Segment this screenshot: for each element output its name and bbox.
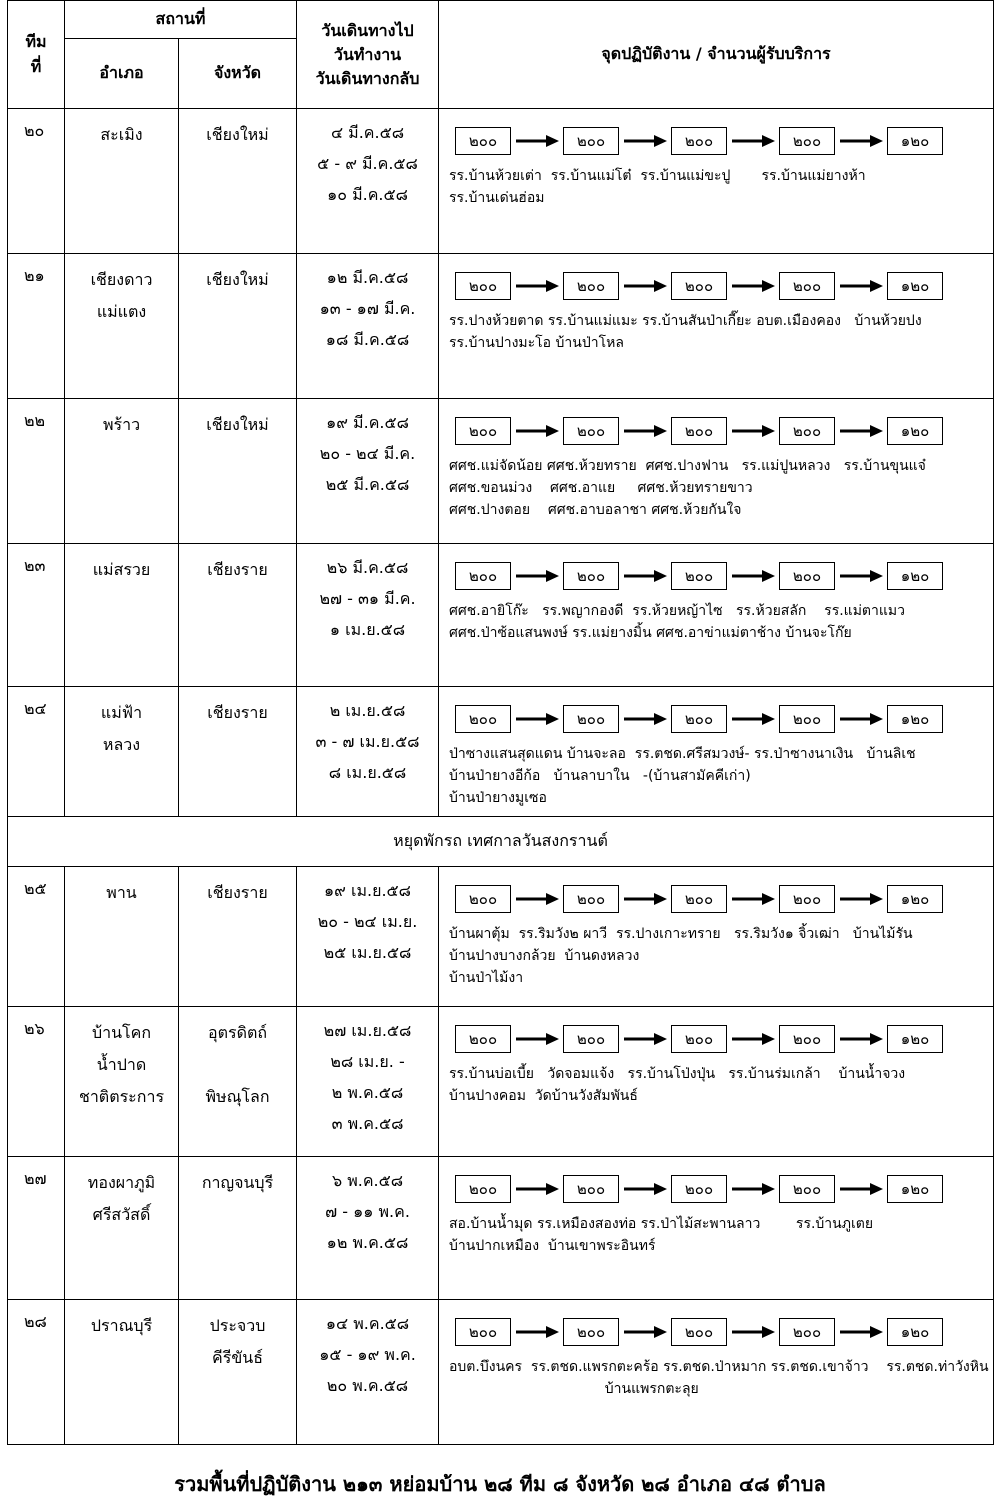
date-line: ๑๐ มี.ค.๕๘ (327, 185, 408, 204)
service-flow (455, 268, 983, 304)
count-box: ๒๐๐ (779, 885, 835, 913)
location-line: บ้านป่าไม้งา (449, 970, 524, 986)
province-cell (179, 399, 297, 544)
location-line: รร.บ้านเด่นฮ่อม (449, 190, 545, 206)
location-line: รร.บ้านปางมะโอ บ้านป่าโหล (449, 335, 624, 351)
date-line: ๑๒ มี.ค.๕๘ (326, 268, 409, 287)
date-line: ๒๗ - ๓๑ มี.ค. (319, 589, 416, 608)
count-box: ๑๒๐ (887, 705, 943, 733)
amphoe-name: แม่แตง (96, 302, 147, 321)
schedule-body-2 (8, 867, 994, 1445)
arrow-right-icon (511, 1325, 563, 1339)
province-name: พิษณุโลก (205, 1087, 270, 1106)
team-number: ๒๑ (8, 254, 65, 399)
date-line: ๒๐ - ๒๔ เม.ย. (317, 912, 418, 931)
count-box: ๒๐๐ (455, 1025, 511, 1053)
arrow-right-icon (619, 1182, 671, 1196)
dates-cell (297, 1007, 439, 1157)
province-cell (179, 254, 297, 399)
location-line: ป่าซางแสนสุดแดน บ้านจะลอ รร.ตชด.ศรีสมวงษ์- รร.ป่าซางนาเงิน บ้านลิเช (449, 746, 916, 762)
count-box: ๒๐๐ (779, 562, 835, 590)
count-box: ๒๐๐ (455, 1175, 511, 1203)
team-row (8, 109, 994, 254)
arrow-right-icon (835, 279, 887, 293)
dates-cell (297, 109, 439, 254)
date-line: ๑๘ มี.ค.๕๘ (325, 330, 410, 349)
team-row (8, 1007, 994, 1157)
dates-cell (297, 1157, 439, 1300)
count-box: ๒๐๐ (563, 1025, 619, 1053)
arrow-right-icon (511, 1032, 563, 1046)
amphoe-name: น้ำปาด (96, 1055, 147, 1074)
points-cell (439, 544, 994, 687)
header-points: จุดปฏิบัติงาน / จำนวนผู้รับบริการ (439, 1, 994, 109)
count-box: ๒๐๐ (455, 705, 511, 733)
count-box: ๒๐๐ (563, 885, 619, 913)
arrow-right-icon (727, 279, 779, 293)
arrow-right-icon (727, 1182, 779, 1196)
count-box: ๒๐๐ (455, 417, 511, 445)
points-cell (439, 1007, 994, 1157)
province-cell (179, 867, 297, 1007)
arrow-right-icon (727, 1032, 779, 1046)
header-dates: วันเดินทางไป วันทำงาน วันเดินทางกลับ (297, 1, 439, 109)
team-number: ๒๓ (8, 544, 65, 687)
location-line: บ้านแพรกตะลุย (449, 1381, 699, 1397)
points-cell (439, 109, 994, 254)
amphoe-name: ชาติตระการ (78, 1087, 165, 1106)
count-box: ๒๐๐ (671, 417, 727, 445)
date-line: ๑๓ - ๑๗ มี.ค. (319, 299, 416, 318)
arrow-right-icon (727, 712, 779, 726)
arrow-right-icon (511, 892, 563, 906)
arrow-right-icon (835, 1325, 887, 1339)
amphoe-cell (65, 544, 179, 687)
amphoe-name: ศรีสวัสดิ์ (92, 1205, 151, 1224)
province-name: อุตรดิตถ์ (207, 1023, 268, 1042)
province-cell (179, 109, 297, 254)
amphoe-name: พร้าว (102, 415, 141, 434)
service-flow (455, 1021, 983, 1057)
amphoe-name: แม่สรวย (92, 560, 151, 579)
location-line: ศศช.ขอนม่วง ศศช.อาแย ศศช.ห้วยทรายขาว (449, 480, 753, 496)
header-province: จังหวัด (179, 39, 297, 109)
service-flow (455, 701, 983, 737)
arrow-right-icon (727, 892, 779, 906)
count-box: ๒๐๐ (779, 705, 835, 733)
team-row (8, 254, 994, 399)
count-box: ๒๐๐ (455, 272, 511, 300)
location-line: ศศช.ป่าซ้อแสนพงษ์ รร.แม่ยางมิ้น ศศช.อาข่าแม่ตาช้าง บ้านจะโก๊ย (449, 625, 852, 641)
arrow-right-icon (619, 1325, 671, 1339)
location-line: บ้านป่ายางอีก้อ บ้านลาบาใน -(บ้านสามัคคีเก่า) (449, 768, 751, 784)
count-box: ๒๐๐ (563, 127, 619, 155)
count-box: ๒๐๐ (671, 127, 727, 155)
arrow-right-icon (511, 424, 563, 438)
province-cell (179, 1007, 297, 1157)
date-line: ๑๔ พ.ค.๕๘ (325, 1314, 410, 1333)
points-cell (439, 399, 994, 544)
count-box: ๑๒๐ (887, 1318, 943, 1346)
arrow-right-icon (619, 892, 671, 906)
count-box: ๒๐๐ (779, 127, 835, 155)
count-box: ๒๐๐ (671, 1025, 727, 1053)
count-box: ๒๐๐ (671, 1175, 727, 1203)
amphoe-cell (65, 254, 179, 399)
service-flow (455, 558, 983, 594)
province-name: เชียงใหม่ (206, 125, 269, 144)
team-number: ๒๕ (8, 867, 65, 1007)
arrow-right-icon (511, 1182, 563, 1196)
location-line: รร.บ้านบ่อเบี้ย วัดจอมแจ้ง รร.บ้านโป่งปุ่น รร.บ้านร่มเกล้า บ้านน้ำจวง (449, 1066, 906, 1082)
team-row (8, 544, 994, 687)
date-line: ๗ - ๑๑ พ.ค. (325, 1202, 410, 1221)
points-cell (439, 1157, 994, 1300)
arrow-right-icon (619, 279, 671, 293)
count-box: ๒๐๐ (563, 1318, 619, 1346)
date-line: ๑ เม.ย.๕๘ (329, 620, 406, 639)
arrow-right-icon (727, 569, 779, 583)
team-number: ๒๗ (8, 1157, 65, 1300)
amphoe-cell (65, 867, 179, 1007)
arrow-right-icon (835, 1032, 887, 1046)
location-line: บ้านผาตุ้ม รร.ริมวัง๒ ผาวี รร.ปางเกาะทราย รร.ริมวัง๑ จิ้วเฒ่า บ้านไม้รัน (449, 926, 913, 942)
location-line: บ้านปางคอม วัดบ้านวังสัมพันธ์ (449, 1088, 638, 1104)
team-number: ๒๖ (8, 1007, 65, 1157)
team-number: ๒๒ (8, 399, 65, 544)
province-name: คีรีขันธ์ (212, 1348, 263, 1367)
amphoe-name: บ้านโคก (91, 1023, 152, 1042)
service-flow (455, 123, 983, 159)
arrow-right-icon (835, 1182, 887, 1196)
date-line: ๘ เม.ย.๕๘ (328, 763, 407, 782)
date-line: ๔ มี.ค.๕๘ (330, 123, 405, 142)
location-line: ศศช.ปางตอย ศศช.อาบอลาชา ศศช.ห้วยกันใจ (449, 502, 742, 518)
service-flow (455, 1171, 983, 1207)
date-line: ๒๐ - ๒๔ มี.ค. (319, 444, 416, 463)
dates-cell (297, 399, 439, 544)
header-amphoe: อำเภอ (65, 39, 179, 109)
province-cell (179, 1300, 297, 1445)
province-name: ประจวบ (209, 1316, 266, 1335)
arrow-right-icon (619, 134, 671, 148)
count-box: ๒๐๐ (779, 417, 835, 445)
dates-cell (297, 544, 439, 687)
count-box: ๒๐๐ (455, 885, 511, 913)
province-name: เชียงใหม่ (206, 415, 269, 434)
location-line: รร.บ้านห้วยเต่า รร.บ้านแม่โต๋ รร.บ้านแม่ขะปู รร.บ้านแม่ยางห้า (449, 168, 866, 184)
amphoe-name: ปราณบุรี (90, 1316, 153, 1335)
schedule-table (7, 0, 994, 1445)
arrow-right-icon (619, 569, 671, 583)
count-box: ๒๐๐ (671, 705, 727, 733)
count-box: ๒๐๐ (779, 1025, 835, 1053)
location-line: ศศช.แม่จัดน้อย ศศช.ห้วยทราย ศศช.ปางฟาน รร.แม่ปูนหลวง รร.บ้านขุนแจ๋ (449, 458, 926, 474)
amphoe-cell (65, 399, 179, 544)
province-name: เชียงราย (207, 560, 268, 579)
count-box: ๒๐๐ (779, 1175, 835, 1203)
date-line: ๑๕ - ๑๙ พ.ค. (319, 1345, 416, 1364)
dates-cell (297, 254, 439, 399)
province-name: เชียงใหม่ (206, 270, 269, 289)
count-box: ๒๐๐ (779, 272, 835, 300)
location-line: สอ.บ้านน้ำมุด รร.เหมืองสองท่อ รร.ป่าไม้สะพานลาว รร.บ้านภูเตย (449, 1216, 874, 1232)
dates-cell (297, 1300, 439, 1445)
team-row (8, 687, 994, 817)
date-line: ๑๙ มี.ค.๕๘ (326, 413, 409, 432)
arrow-right-icon (619, 1032, 671, 1046)
count-box: ๑๒๐ (887, 272, 943, 300)
count-box: ๒๐๐ (563, 272, 619, 300)
holiday-label: หยุดพักรถ เทศกาลวันสงกรานต์ (8, 817, 994, 867)
amphoe-cell (65, 1157, 179, 1300)
location-line: บ้านป่ายางมูเซอ (449, 790, 547, 806)
date-line: ๒๖ มี.ค.๕๘ (326, 558, 409, 577)
province-name: กาญจนบุรี (201, 1173, 274, 1192)
date-line: ๒๕ เม.ย.๕๘ (323, 943, 412, 962)
points-cell (439, 1300, 994, 1445)
count-box: ๑๒๐ (887, 127, 943, 155)
team-row (8, 399, 994, 544)
holiday-row (8, 817, 994, 867)
date-line: ๒ เม.ย.๕๘ (329, 701, 406, 720)
date-line: ๖ พ.ค.๕๘ (331, 1171, 404, 1190)
province-name: เชียงราย (207, 703, 268, 722)
arrow-right-icon (835, 134, 887, 148)
count-box: ๒๐๐ (671, 562, 727, 590)
amphoe-name: เชียงดาว (90, 270, 153, 289)
count-box: ๑๒๐ (887, 885, 943, 913)
service-flow (455, 413, 983, 449)
schedule-body-1 (8, 109, 994, 817)
province-cell (179, 687, 297, 817)
team-number: ๒๘ (8, 1300, 65, 1445)
count-box: ๒๐๐ (455, 127, 511, 155)
arrow-right-icon (511, 134, 563, 148)
count-box: ๒๐๐ (455, 1318, 511, 1346)
date-line: ๒๗ เม.ย.๕๘ (323, 1021, 412, 1040)
dates-cell (297, 687, 439, 817)
date-line: ๒ พ.ค.๕๘ (331, 1083, 404, 1102)
arrow-right-icon (835, 569, 887, 583)
date-line: ๕ - ๙ มี.ค.๕๘ (317, 154, 418, 173)
arrow-right-icon (727, 424, 779, 438)
count-box: ๒๐๐ (671, 272, 727, 300)
count-box: ๒๐๐ (455, 562, 511, 590)
points-cell (439, 254, 994, 399)
arrow-right-icon (619, 712, 671, 726)
points-cell (439, 867, 994, 1007)
team-number: ๒๐ (8, 109, 65, 254)
service-flow (455, 881, 983, 917)
province-cell (179, 1157, 297, 1300)
count-box: ๒๐๐ (563, 1175, 619, 1203)
date-line: ๒๐ พ.ค.๕๘ (326, 1376, 409, 1395)
team-row (8, 867, 994, 1007)
count-box: ๒๐๐ (671, 885, 727, 913)
team-number: ๒๔ (8, 687, 65, 817)
summary-footer: รวมพื้นที่ปฏิบัติงาน ๒๑๓ หย่อมบ้าน ๒๘ ทีม ๘ จังหวัด ๒๘ อำเภอ ๔๘ ตำบล (174, 1472, 826, 1496)
province-cell (179, 544, 297, 687)
date-line: ๒๘ เม.ย. - (330, 1052, 405, 1071)
arrow-right-icon (727, 1325, 779, 1339)
amphoe-cell (65, 109, 179, 254)
arrow-right-icon (727, 134, 779, 148)
location-line: อบต.บึงนคร รร.ตชด.แพรกตะคร้อ รร.ตชด.ป่าหมาก รร.ตชด.เขาจ้าว รร.ตชด.ท่าวังหิน (449, 1359, 989, 1375)
date-line: ๑๒ พ.ค.๕๘ (326, 1233, 409, 1252)
date-line: ๑๙ เม.ย.๕๘ (324, 881, 411, 900)
amphoe-cell (65, 1007, 179, 1157)
arrow-right-icon (511, 712, 563, 726)
amphoe-name: ทองผาภูมิ (87, 1173, 156, 1192)
count-box: ๑๒๐ (887, 417, 943, 445)
date-line: ๓ - ๗ เม.ย.๕๘ (315, 732, 420, 751)
count-box: ๒๐๐ (563, 417, 619, 445)
header-team: ทีม ที่ (8, 1, 65, 109)
team-row (8, 1300, 994, 1445)
service-flow (455, 1314, 983, 1350)
date-line: ๒๕ มี.ค.๕๘ (325, 475, 410, 494)
points-cell (439, 687, 994, 817)
count-box: ๒๐๐ (671, 1318, 727, 1346)
amphoe-name: สะเมิง (100, 125, 143, 144)
location-line: รร.ปางห้วยตาด รร.บ้านแม่แมะ รร.บ้านสันป่าเกี๊ยะ อบต.เมืองคอง บ้านห้วยปง (449, 313, 922, 329)
amphoe-name: แม่ฟ้า (100, 703, 143, 722)
count-box: ๑๒๐ (887, 1025, 943, 1053)
arrow-right-icon (835, 424, 887, 438)
count-box: ๒๐๐ (563, 562, 619, 590)
arrow-right-icon (511, 279, 563, 293)
province-name (179, 1049, 296, 1081)
arrow-right-icon (511, 569, 563, 583)
amphoe-name: หลวง (102, 735, 141, 754)
count-box: ๑๒๐ (887, 562, 943, 590)
arrow-right-icon (835, 712, 887, 726)
location-line: บ้านปางบางกล้วย บ้านดงหลวง (449, 948, 640, 964)
count-box: ๑๒๐ (887, 1175, 943, 1203)
province-name: เชียงราย (207, 883, 268, 902)
amphoe-name: พาน (106, 883, 137, 902)
arrow-right-icon (619, 424, 671, 438)
arrow-right-icon (835, 892, 887, 906)
count-box: ๒๐๐ (563, 705, 619, 733)
date-line: ๓ พ.ค.๕๘ (331, 1114, 404, 1133)
location-line: ศศช.อายิโก๊ะ รร.พญากองดี รร.ห้วยหญ้าไซ รร.ห้วยสลัก รร.แม่ตาแมว (449, 603, 905, 619)
team-row (8, 1157, 994, 1300)
amphoe-cell (65, 687, 179, 817)
amphoe-cell (65, 1300, 179, 1445)
count-box: ๒๐๐ (779, 1318, 835, 1346)
location-line: บ้านปากเหมือง บ้านเขาพระอินทร์ (449, 1238, 656, 1254)
dates-cell (297, 867, 439, 1007)
header-place: สถานที่ (65, 1, 297, 39)
